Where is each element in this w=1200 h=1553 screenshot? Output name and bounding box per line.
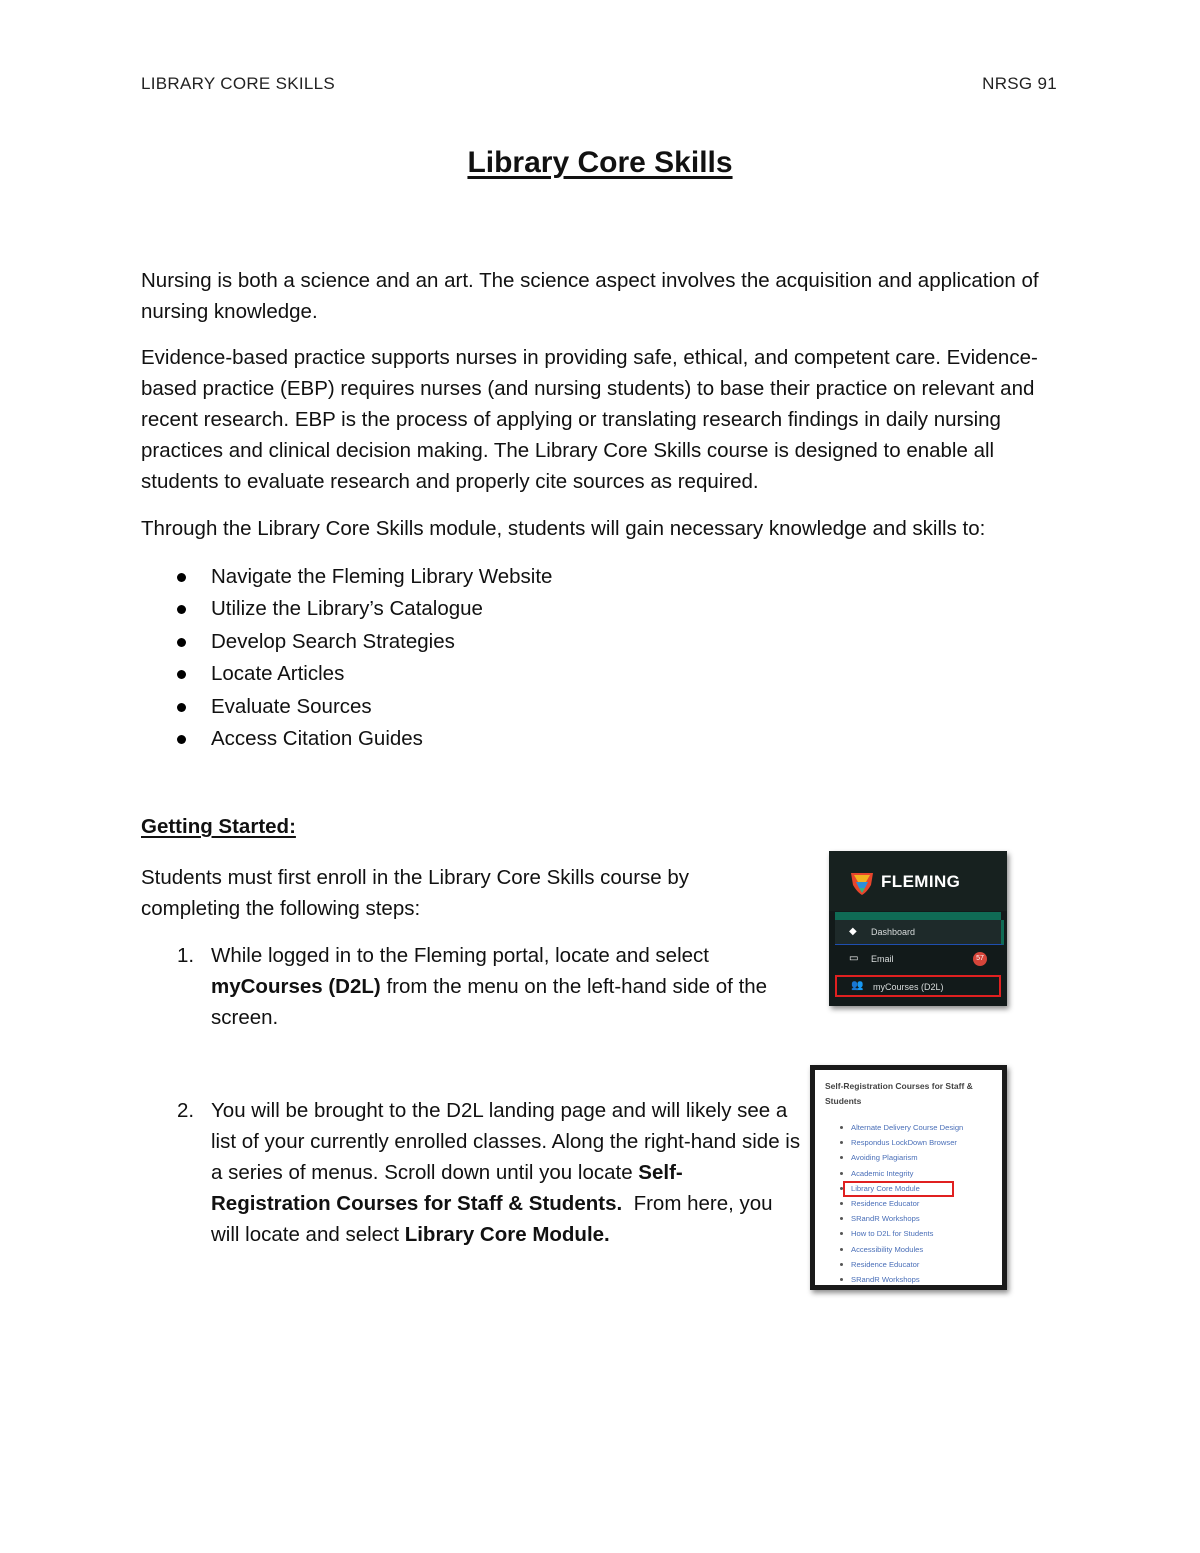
bullet-icon	[177, 670, 186, 679]
self-registration-list	[840, 1120, 963, 1287]
header-right: NRSG 91	[982, 74, 1057, 93]
intro-paragraph-2: Evidence-based practice supports nurses in providing safe, ethical, and competent care. Evidence-based practice (EBP) requires nurses (and nursing students) to base their practice on relevant and recent research. EBP is the process of applying or translating research findings in daily nursing practices and clinical decision making. The Library Core Skills course is designed to enable all students to evaluate research and properly cite sources as required.	[141, 346, 1038, 493]
step-text: While logged in to the Fleming portal, locate and select myCourses (D2L) from the menu on the left-hand side of the screen.	[211, 944, 768, 1029]
course-link[interactable]: Academic Integrity	[840, 1166, 963, 1181]
course-link[interactable]: Respondus LockDown Browser	[840, 1135, 963, 1150]
intro-paragraph-3: Through the Library Core Skills module, students will gain necessary knowledge and skills to:	[141, 517, 986, 540]
self-registration-title: Self-Registration Courses for Staff & Students	[825, 1081, 973, 1106]
fleming-shield-icon	[849, 870, 875, 896]
portal-accent-bar	[835, 912, 1001, 920]
course-link-library-core-module[interactable]: Library Core Module	[840, 1181, 963, 1196]
email-count-badge: 57	[973, 952, 987, 966]
skills-list	[141, 561, 741, 755]
bullet-icon	[840, 1263, 843, 1266]
step-text: You will be brought to the D2L landing page and will likely see a list of your currently enrolled classes. Along the right-hand side is a series of menus. Scroll down until you locate Self-Registration Courses for Staff & Students. From here, you will locate and select Library Core Module.	[211, 1099, 801, 1246]
course-link[interactable]: SRandR Workshops	[840, 1272, 963, 1287]
self-registration-emphasis: Self-Registration Courses for Staff & Students.	[211, 1161, 683, 1215]
portal-logo-area	[829, 851, 1007, 911]
getting-started-intro: Students must first enroll in the Library Core Skills course by completing the following steps:	[141, 866, 690, 920]
bullet-icon	[177, 573, 186, 582]
header-left: LIBRARY CORE SKILLS	[141, 74, 336, 93]
highlight-box	[843, 1181, 954, 1197]
bullet-icon	[177, 735, 186, 744]
bullet-icon	[840, 1202, 843, 1205]
bullet-icon	[840, 1126, 843, 1129]
bullet-icon	[177, 703, 186, 712]
list-item: Utilize the Library’s Catalogue	[141, 593, 741, 625]
course-link[interactable]: Accessibility Modules	[840, 1242, 963, 1257]
getting-started-heading: Getting Started:	[141, 815, 296, 838]
mycourses-emphasis: myCourses (D2L)	[211, 975, 381, 998]
bullet-icon	[840, 1232, 843, 1235]
bullet-icon	[177, 638, 186, 647]
step-2	[141, 1095, 801, 1246]
inbox-icon: ▭	[849, 953, 859, 964]
users-icon: 👥	[851, 980, 864, 991]
bullet-icon	[840, 1141, 843, 1144]
brand-name: FLEMING	[881, 872, 961, 891]
bullet-icon	[840, 1217, 843, 1220]
bullet-icon	[840, 1248, 843, 1251]
intro-paragraph-1: Nursing is both a science and an art. The science aspect involves the acquisition and application of nursing knowledge.	[141, 269, 1039, 323]
menu-item-mycourses[interactable]: 👥 myCourses (D2L)	[835, 975, 1001, 997]
bullet-icon	[840, 1156, 843, 1159]
list-item: Navigate the Fleming Library Website	[141, 561, 741, 593]
course-link[interactable]: Residence Educator	[840, 1196, 963, 1211]
step-number: 2.	[177, 1099, 195, 1122]
page-title: Library Core Skills	[467, 146, 733, 179]
step-number: 1.	[177, 944, 195, 967]
course-link[interactable]: How to D2L for Students	[840, 1226, 963, 1241]
bullet-icon	[840, 1278, 843, 1281]
list-item: Develop Search Strategies	[141, 626, 741, 658]
course-link[interactable]: Alternate Delivery Course Design	[840, 1120, 963, 1135]
course-link[interactable]: Avoiding Plagiarism	[840, 1150, 963, 1165]
bullet-icon	[177, 605, 186, 614]
menu-item-dashboard[interactable]: ◆ Dashboard	[835, 920, 1004, 945]
bullet-icon	[840, 1172, 843, 1175]
diamond-icon: ◆	[849, 926, 857, 937]
list-item: Access Citation Guides	[141, 723, 741, 755]
library-core-module-emphasis: Library Core Module.	[404, 1223, 610, 1246]
step-1	[141, 940, 801, 1040]
course-link[interactable]: Residence Educator	[840, 1257, 963, 1272]
self-registration-screenshot	[810, 1065, 1007, 1290]
fleming-portal-screenshot	[829, 851, 1007, 1006]
list-item: Locate Articles	[141, 658, 741, 690]
list-item: Evaluate Sources	[141, 691, 741, 723]
menu-item-email[interactable]: ▭ Email 57	[835, 947, 1001, 971]
course-link[interactable]: SRandR Workshops	[840, 1211, 963, 1226]
